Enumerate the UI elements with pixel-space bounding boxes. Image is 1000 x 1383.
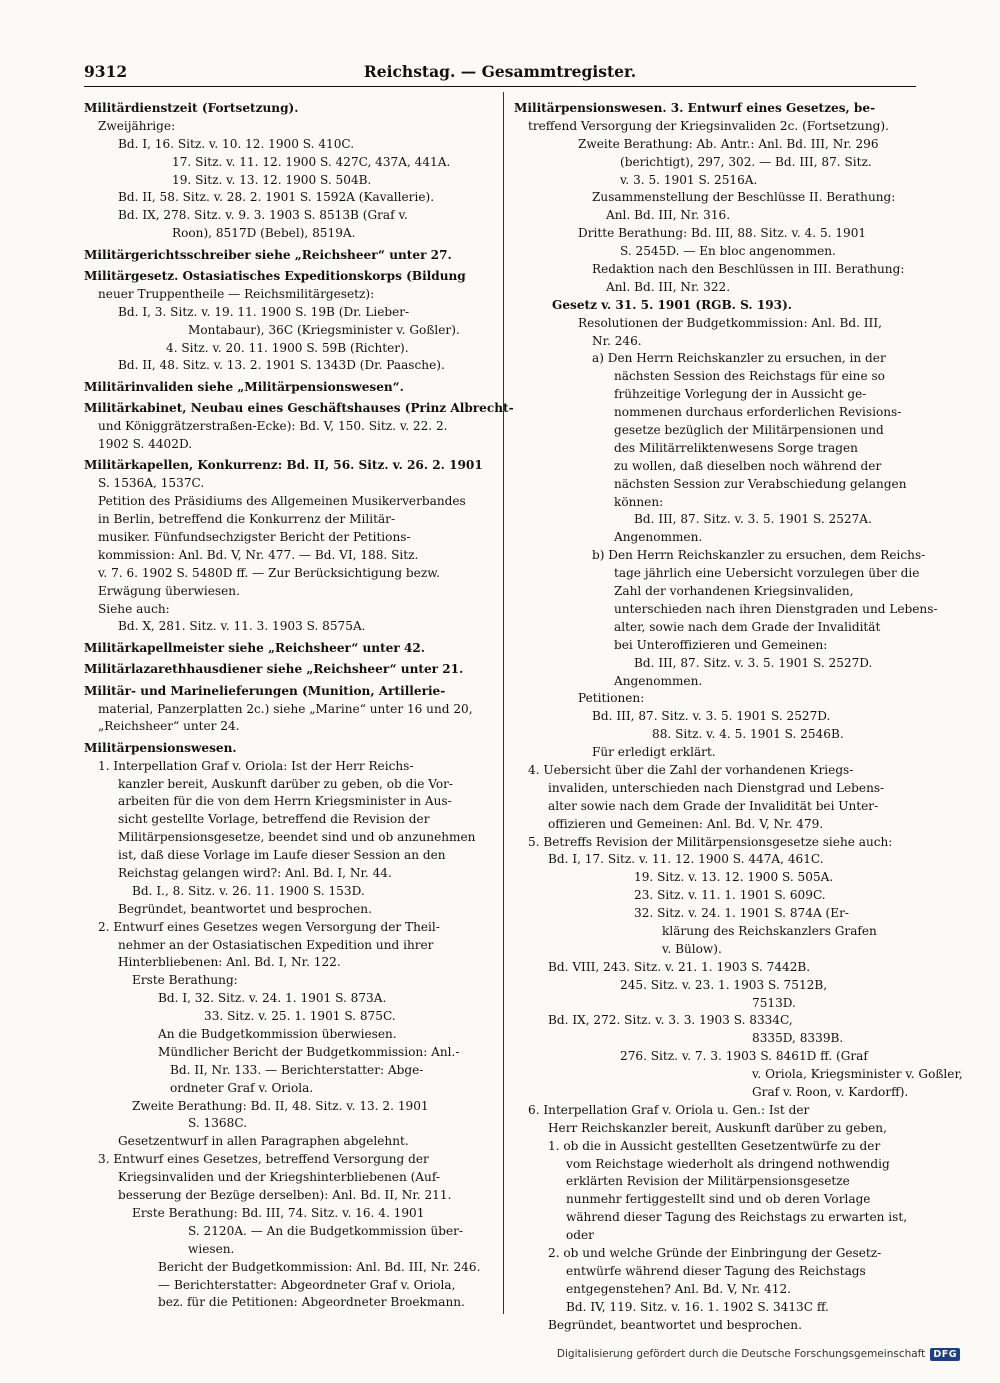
index-entry-line: können:	[614, 494, 664, 509]
index-entry-line: v. Oriola, Kriegsminister v. Goßler,	[752, 1067, 963, 1082]
index-entry-line: nehmer an der Ostasiatischen Expedition und ihrer	[118, 937, 434, 952]
index-entry-line: Bd. X, 281. Sitz. v. 11. 3. 1903 S. 8575A.	[118, 619, 366, 634]
index-entry-line: v. 7. 6. 1902 S. 5480D ff. — Zur Berücksichtigung bezw.	[98, 565, 440, 580]
index-entry-line: entwürfe während dieser Tagung des Reichstags	[566, 1263, 866, 1278]
index-entry-line: 1. Interpellation Graf v. Oriola: Ist der Herr Reichs-	[98, 758, 414, 773]
index-entry-line: 33. Sitz. v. 25. 1. 1901 S. 875C.	[204, 1009, 396, 1024]
index-entry-line: klärung des Reichskanzlers Grafen	[662, 923, 877, 938]
dfg-logo-icon: DFG	[930, 1348, 960, 1361]
index-entry-line: erklärten Revision der Militärpensionsgesetze	[566, 1174, 850, 1189]
index-entry-line: 7513D.	[752, 995, 796, 1010]
index-entry-line: 1902 S. 4402D.	[98, 437, 193, 452]
left-column	[84, 100, 514, 1312]
index-entry-heading: Militärlazarethhausdiener siehe „Reichsheer“ unter 21.	[84, 662, 464, 677]
index-entry-line: v. Bülow).	[662, 941, 722, 956]
index-entry-line: nächsten Session zur Verabschiedung gelangen	[614, 476, 907, 491]
index-entry-heading: Militärpensionswesen. 3. Entwurf eines Gesetzes, be-	[514, 101, 876, 115]
index-entry-line: Anl. Bd. III, Nr. 316.	[606, 208, 731, 223]
index-entry-line: Bd. III, 87. Sitz. v. 3. 5. 1901 S. 2527D.	[592, 709, 831, 724]
index-entry-line: nächsten Session des Reichstags für eine so	[614, 369, 885, 384]
index-entry-line: 19. Sitz. v. 13. 12. 1900 S. 505A.	[634, 870, 834, 885]
index-entry-line: ordneter Graf v. Oriola.	[170, 1080, 314, 1095]
index-entry-line: 19. Sitz. v. 13. 12. 1900 S. 504B.	[172, 172, 372, 187]
running-title: Reichstag. — Gesammtregister.	[363, 62, 637, 81]
index-entry-line: 5. Betreffs Revision der Militärpensionsgesetze siehe auch:	[528, 834, 893, 849]
footer-text: Digitalisierung gefördert durch die Deutsche Forschungsgemeinschaft	[556, 1348, 926, 1360]
index-entry-line: 1. ob die in Aussicht gestellten Gesetzentwürfe zu der	[548, 1138, 881, 1153]
index-entry-line: 2. Entwurf eines Gesetzes wegen Versorgung der Theil-	[98, 919, 440, 934]
index-entry-line: nunmehr fertiggestellt sind und ob deren Vorlage	[566, 1192, 871, 1207]
index-entry-line: wiesen.	[188, 1241, 235, 1256]
index-entry-line: während dieser Tagung des Reichstags zu erwarten ist,	[566, 1210, 908, 1225]
index-entry-line: Kriegsinvaliden und der Kriegshinterbliebenen (Auf-	[118, 1170, 440, 1185]
index-entry-line: 17. Sitz. v. 11. 12. 1900 S. 427C, 437A, 441A.	[172, 154, 451, 169]
index-entry-line: kommission: Anl. Bd. V, Nr. 477. — Bd. VI, 188. Sitz.	[98, 547, 419, 562]
footer-credit	[557, 1345, 960, 1363]
index-entry-line: Bd. IX, 272. Sitz. v. 3. 3. 1903 S. 8334C,	[548, 1013, 793, 1028]
index-entry-line: 276. Sitz. v. 7. 3. 1903 S. 8461D ff. (Graf	[620, 1049, 868, 1064]
index-entry-line: des Militärreliktenwesens Sorge tragen	[614, 440, 858, 455]
index-entry-line: Petitionen:	[578, 691, 645, 706]
index-entry-line: 88. Sitz. v. 4. 5. 1901 S. 2546B.	[652, 727, 844, 742]
page-number: 9312	[84, 62, 128, 81]
column-divider	[503, 92, 504, 1314]
index-entry-line: Militärpensionsgesetze, beendet sind und ob anzunehmen	[118, 830, 476, 845]
index-entry-line: Zahl der vorhandenen Kriegsinvaliden,	[614, 584, 854, 599]
index-entry-line: a) Den Herrn Reichskanzler zu ersuchen, in der	[592, 351, 886, 366]
index-entry-line: Bd. II, 48. Sitz. v. 13. 2. 1901 S. 1343D (Dr. Paasche).	[118, 358, 445, 373]
index-entry-heading: Militär- und Marinelieferungen (Munition, Artillerie-	[84, 683, 446, 698]
index-entry-line: Bd. I, 17. Sitz. v. 11. 12. 1900 S. 447A, 461C.	[548, 852, 824, 867]
index-entry-line: Bd. I., 8. Sitz. v. 26. 11. 1900 S. 153D.	[132, 883, 365, 898]
index-entry-line: Bd. IX, 278. Sitz. v. 9. 3. 1903 S. 8513B (Graf v.	[118, 208, 408, 223]
index-entry-line: Hinterbliebenen: Anl. Bd. I, Nr. 122.	[118, 955, 341, 970]
index-entry-line: Reichstag gelangen wird?: Anl. Bd. I, Nr. 44.	[118, 866, 392, 881]
index-entry-line: Graf v. Roon, v. Kardorff).	[752, 1084, 909, 1099]
index-entry-line: Bd. I, 3. Sitz. v. 19. 11. 1900 S. 19B (Dr. Lieber-	[118, 304, 410, 319]
index-entry-line: b) Den Herrn Reichskanzler zu ersuchen, dem Reichs-	[592, 548, 926, 563]
index-entry-heading: Militärdienstzeit (Fortsetzung).	[84, 101, 299, 115]
index-entry-line: besserung der Bezüge derselben): Anl. Bd. II, Nr. 211.	[118, 1188, 452, 1203]
index-entry-line: Redaktion nach den Beschlüssen in III. Berathung:	[592, 262, 905, 277]
index-entry-line: Zweite Berathung: Ab. Antr.: Anl. Bd. III, Nr. 296	[578, 136, 879, 151]
index-entry-line: Siehe auch:	[98, 601, 170, 616]
index-entry-line: Begründet, beantwortet und besprochen.	[118, 901, 372, 916]
index-entry-line: Dritte Berathung: Bd. III, 88. Sitz. v. 4. 5. 1901	[578, 226, 867, 241]
index-entry-line: (berichtigt), 297, 302. — Bd. III, 87. Sitz.	[620, 154, 872, 169]
index-entry-line: 2. ob und welche Gründe der Einbringung der Gesetz-	[548, 1246, 882, 1260]
index-entry-line: treffend Versorgung der Kriegsinvaliden 2c. (Fortsetzung).	[528, 118, 889, 133]
index-entry-line: Zusammenstellung der Beschlüsse II. Berathung:	[592, 190, 896, 205]
index-entry-line: musiker. Fünfundsechzigster Bericht der Petitions-	[98, 529, 411, 544]
index-entry-line: 32. Sitz. v. 24. 1. 1901 S. 874A (Er-	[634, 906, 849, 921]
index-entry-line: 3. Entwurf eines Gesetzes, betreffend Versorgung der	[98, 1152, 429, 1167]
index-entry-heading: Militärkapellmeister siehe „Reichsheer“ unter 42.	[84, 640, 425, 655]
index-entry-line: Begründet, beantwortet und besprochen.	[548, 1317, 802, 1332]
index-entry-line: material, Panzerplatten 2c.) siehe „Marine“ unter 16 und 20,	[98, 701, 473, 716]
index-entry-heading: Militärpensionswesen.	[84, 740, 237, 755]
index-entry-line: offizieren und Gemeinen: Anl. Bd. V, Nr. 479.	[548, 816, 824, 831]
index-entry-line: invaliden, unterschieden nach Dienstgrad und Lebens-	[548, 780, 885, 795]
index-entry-line: 245. Sitz. v. 23. 1. 1903 S. 7512B,	[620, 977, 828, 992]
index-entry-line: sicht gestellte Vorlage, betreffend die Revision der	[118, 812, 430, 827]
index-entry-line: Anl. Bd. III, Nr. 322.	[606, 279, 731, 294]
index-entry-line: v. 3. 5. 1901 S. 2516A.	[620, 172, 758, 187]
index-entry-line: Erwägung überwiesen.	[98, 583, 240, 598]
index-entry-line: Bd. I, 32. Sitz. v. 24. 1. 1901 S. 873A.	[158, 991, 387, 1006]
index-entry-line: 8335D, 8339B.	[752, 1031, 844, 1046]
index-entry-line: Angenommen.	[614, 530, 703, 545]
index-entry-line: Bd. III, 87. Sitz. v. 3. 5. 1901 S. 2527A.	[634, 512, 872, 527]
index-entry-line: S. 2120A. — An die Budgetkommission über-	[188, 1223, 463, 1238]
index-entry-line: 6. Interpellation Graf v. Oriola u. Gen.: Ist der	[528, 1102, 810, 1117]
index-entry-line: Petition des Präsidiums des Allgemeinen Musikerverbandes	[98, 494, 466, 509]
index-entry-line: S. 2545D. — En bloc angenommen.	[620, 244, 836, 259]
index-entry-heading: Militärkabinet, Neubau eines Geschäftshauses (Prinz Albrecht-	[84, 401, 514, 416]
index-entry-line: alter, sowie nach dem Grade der Invalidität	[614, 619, 881, 634]
index-entry-line: Bd. III, 87. Sitz. v. 3. 5. 1901 S. 2527D.	[634, 655, 873, 670]
index-entry-line: Herr Reichskanzler bereit, Auskunft darüber zu geben,	[548, 1120, 887, 1135]
index-entry-line: unterschieden nach ihren Dienstgraden und Lebens-	[614, 601, 938, 616]
index-entry-line: 4. Sitz. v. 20. 11. 1900 S. 59B (Richter).	[166, 340, 409, 355]
index-entry-line: vom Reichstage wiederholt als dringend nothwendig	[566, 1156, 890, 1171]
index-entry-line: arbeiten für die von dem Herrn Kriegsminister in Aus-	[118, 794, 452, 809]
index-entry-line: Zweijährige:	[98, 118, 176, 133]
index-entry-line: Mündlicher Bericht der Budgetkommission: Anl.-	[158, 1044, 460, 1059]
index-entry-line: Für erledigt erklärt.	[592, 745, 716, 760]
index-entry-line: entgegenstehen? Anl. Bd. V, Nr. 412.	[566, 1281, 792, 1296]
index-entry-line: Bd. I, 16. Sitz. v. 10. 12. 1900 S. 410C.	[118, 136, 355, 151]
index-entry-line: Erste Berathung:	[132, 973, 238, 988]
index-entry-line: zu wollen, daß dieselben noch während der	[614, 458, 882, 473]
index-entry-line: nommenen durchaus erforderlichen Revisions-	[614, 405, 902, 420]
index-entry-heading: Militärgesetz. Ostasiatisches Expeditionskorps (Bildung	[84, 269, 466, 284]
index-entry-line: Gesetzentwurf in allen Paragraphen abgelehnt.	[118, 1134, 409, 1149]
index-entry-line: kanzler bereit, Auskunft darüber zu geben, ob die Vor-	[118, 776, 453, 791]
index-entry-line: Bd. II, Nr. 133. — Berichterstatter: Abge-	[170, 1062, 424, 1077]
index-entry-line: tage jährlich eine Uebersicht vorzulegen über die	[614, 566, 920, 581]
index-entry-line: bei Unteroffizieren und Gemeinen:	[614, 637, 828, 652]
index-entry-line: Bericht der Budgetkommission: Anl. Bd. III, Nr. 246.	[158, 1259, 481, 1274]
index-entry-line: Bd. IV, 119. Sitz. v. 16. 1. 1902 S. 3413C ff.	[566, 1299, 829, 1314]
index-entry-heading: Militärgerichtsschreiber siehe „Reichsheer“ unter 27.	[84, 247, 452, 262]
index-entry-line: S. 1536A, 1537C.	[98, 476, 205, 491]
index-entry-line: „Reichsheer“ unter 24.	[98, 719, 240, 734]
index-entry-line: Angenommen.	[614, 673, 703, 688]
index-entry-line: Bd. II, 58. Sitz. v. 28. 2. 1901 S. 1592A (Kavallerie).	[118, 190, 435, 205]
index-entry-line: frühzeitige Vorlegung der in Aussicht ge-	[614, 387, 867, 402]
index-entry-line: und Königgrätzerstraßen-Ecke): Bd. V, 150. Sitz. v. 22. 2.	[98, 419, 448, 434]
index-entry-heading: Gesetz v. 31. 5. 1901 (RGB. S. 193).	[552, 297, 793, 312]
index-entry-line: ist, daß diese Vorlage im Laufe dieser Session an den	[118, 848, 446, 863]
index-entry-line: Bd. VIII, 243. Sitz. v. 21. 1. 1903 S. 7442B.	[548, 959, 811, 974]
index-entry-line: Zweite Berathung: Bd. II, 48. Sitz. v. 13. 2. 1901	[132, 1098, 429, 1113]
index-entry-line: — Berichterstatter: Abgeordneter Graf v. Oriola,	[158, 1277, 456, 1292]
right-column	[514, 100, 963, 1334]
index-entry-line: 23. Sitz. v. 11. 1. 1901 S. 609C.	[634, 888, 826, 903]
index-entry-line: Resolutionen der Budgetkommission: Anl. Bd. III,	[578, 315, 882, 330]
index-entry-line: Roon), 8517D (Bebel), 8519A.	[172, 226, 356, 241]
index-entry-heading: Militärkapellen, Konkurrenz: Bd. II, 56. Sitz. v. 26. 2. 1901	[84, 458, 483, 473]
index-entry-line: S. 1368C.	[188, 1116, 247, 1131]
index-entry-line: An die Budgetkommission überwiesen.	[158, 1027, 397, 1042]
index-entry-line: oder	[566, 1228, 594, 1243]
index-entry-line: gesetze bezüglich der Militärpensionen und	[614, 423, 884, 438]
index-entry-line: neuer Truppentheile — Reichsmilitärgesetz):	[98, 286, 375, 301]
index-entry-heading: Militärinvaliden siehe „Militärpensionswesen“.	[84, 379, 404, 394]
index-entry-line: in Berlin, betreffend die Konkurrenz der Militär-	[98, 512, 396, 527]
index-entry-line: Erste Berathung: Bd. III, 74. Sitz. v. 16. 4. 1901	[132, 1205, 425, 1220]
index-entry-line: 4. Uebersicht über die Zahl der vorhandenen Kriegs-	[528, 762, 854, 777]
index-entry-line: bez. für die Petitionen: Abgeordneter Broekmann.	[158, 1295, 465, 1310]
index-entry-line: alter sowie nach dem Grade der Invalidität bei Unter-	[548, 798, 879, 813]
page-header	[84, 62, 916, 87]
index-entry-line: Montabaur), 36C (Kriegsminister v. Goßler).	[188, 322, 460, 337]
index-entry-line: Nr. 246.	[592, 333, 642, 348]
